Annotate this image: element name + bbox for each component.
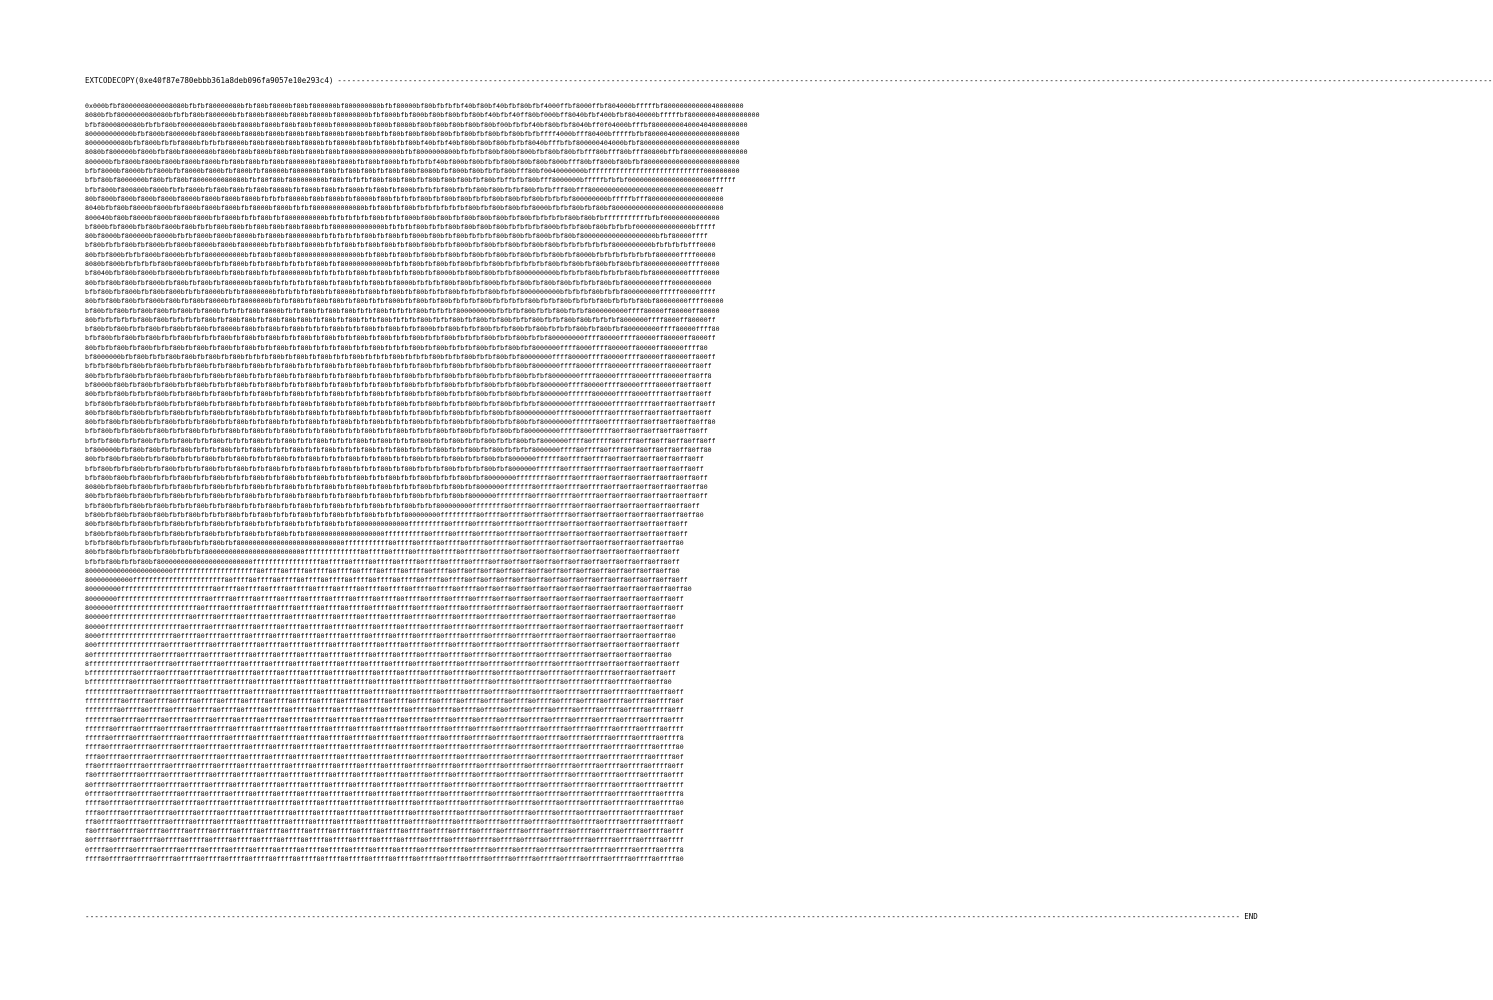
hex-line: ff80ffff80ffff80ffff80ffff80ffff80ffff80ffff80ffff80ffff80ffff80ffff80ffff80ffff80ffff80ffff80ffff80ffff80ffff80ffff80ffff80ffff80ffff80ffff80ffff80ff <box>85 817 684 826</box>
hex-line: 80bfbf80bfbf80bfbfbfbf80bfbfbfbf80bfbfbf80bfbfbfbf80bfbf80bfbfbfbf80bfbfbf80bfbfbfbf80bfbfbf80bfbfbfbf80bfbf8000000000ffff80000ffff80ffff80ff80ff80ff80ff80ff <box>85 408 712 417</box>
dump-footer <box>85 912 1258 922</box>
hex-line: 800ffffffffffffffff80ffff80ffff80ffff80ffff80ffff80ffff80ffff80ffff80ffff80ffff80ffff80ffff80ffff80ffff80ffff80ffff80ffff80ff80ff80ff80ff80ff80ff80ff <box>85 641 680 650</box>
hex-line: 0ffff80ffff80ffff80ffff80ffff80ffff80ffff80ffff80ffff80ffff80ffff80ffff80ffff80ffff80ffff80ffff80ffff80ffff80ffff80ffff80ffff80ffff80ffff80ffff80ffff8 <box>85 845 684 854</box>
hex-line: 80bf8000bf800000bf8000bfbfbf800bf800bf8000bfbf800bf8000000bfbfbfbfbfbf80bfbf80bfbf800bf80bfbf80bfbfbfbf80bf80bfbf800bfbf80bf8000000000000000000bfbf80000ffff <box>85 232 708 241</box>
hex-line: 8000ffffffffffffffffff80ffff80ffff80ffff80ffff80ffff80ffff80ffff80ffff80ffff80ffff80ffff80ffff80ffff80ffff80ffff80ffff80ff80ff80ff80ff80ff80ff80ff80 <box>85 631 676 640</box>
hex-line: f80ffff80ffff80ffff80ffff80ffff80ffff80ffff80ffff80ffff80ffff80ffff80ffff80ffff80ffff80ffff80ffff80ffff80ffff80ffff80ffff80ffff80ffff80ffff80ffff80fff <box>85 771 684 780</box>
hex-line: bf800bfbf800bfbf80bf800bf80bfbfbf80bf80bfbf80bf80bf80bf800bfbf8000000000000bfbfbfbf80bfbfbf80bf80bf80bf80bfbfbfbfbf800bfbfbf80bf80bfbfbfbf00000000000000bfffff <box>85 222 716 231</box>
hex-line: 80bfbfbf80bfbf80bfbfbf80bfbfbfbf80bfbfbf80bfbfbfbf80bfbf80bfbfbfbf80bfbfbf80bfbfbf80bfbfbfbf80bf8000000ffffffff80fff80ffff80ffff80ff80ff80ff80ff80ff80ff80ff <box>85 492 708 501</box>
hex-line: 80bfbf800bfbfbf800bf8000bfbfbf8000000000bfbf80bf800bf8000000000000000bfbf80bfbf80bfbf80bfbf80bfbf80bfbf80bfbf80bfbfbf80bfbf8000bfbfbfbfbfbfbfbf800000ffff00000 <box>85 250 716 259</box>
hex-line: 80000000ffffffffffffffffffffff80ffff80ffff80ffff80ffff80ffff80ffff80ffff80ffff80ffff80ffff80ffff80ffff80ff80ff80ff80ff80ff80ff80ff80ff80ff80ff80ff80ff <box>85 594 684 603</box>
hex-line: bf8000000bfbf80bfbfbf80bf80bfbf80bfbf80bfbfbfbf80bfbf80bfbf80bfbfbf80bfbfbfbf80bfbfbfbf80bfbfbf80bfbfbf80bfbf80000000ffff80000ffff80000ffff80000ff80000ff800ff <box>85 353 716 362</box>
hex-line: 0x000bfbf8000008000008080bfbfbf80000080bfbf80bf8000bf80bf800000bf800000080bfbf80000bf80bfbfbfbf40bf80bf40bfbf80bfbf4000ffbf8000ffbf804000bfffffbf80000000000040000000 <box>85 102 744 110</box>
end-marker: END <box>1244 912 1258 921</box>
hex-line: bf80bfbf80bfbf80bf80bfbf80bfbf800bfbfbfbf80bf8000bfbfbf80bfbf80bf80bfbfbf80bfbfbfbf80bfbfbfbf800000000bfbfbfbf80bfbfbf80bfbfbf8000000000ffff80000ff80000ff80000 <box>85 306 720 315</box>
hex-line: bffffffffff80ffff80ffff80ffff80ffff80ffff80ffff80ffff80ffff80ffff80ffff80ffff80ffff80ffff80ffff80ffff80ffff80ffff80ffff80ffff80ffff80ffff80ff80ff80 <box>85 678 672 687</box>
hex-line: 800000000000fffffffffffffffffffffff80ffff80ffff80ffff80ffff80ffff80ffff80ffff80ffff80ffff80ffff80ff80ff80ff80ff80ff80ff80ff80ff80ff80ff80ff80ff80ff80ff <box>85 576 688 585</box>
hex-line: bfbf80bfbfbf80bfbf80bfbfbfbf80bfbfbf80bfbfbfbf80bfbfbf80bfbfbf80bfbfbfbf80bfbfbf80bfbfbf800000000ffffffff80ffff80fff80ffff80ff80ff80ff80ff80ff80ff80ff80ff <box>85 501 700 510</box>
hex-line: bf8000bf80bfbf80bfbf80bfbfbf80bfbfbfbf80bfbfbf80bfbfbfbf80bfbfbf80bfbfbfbf80bfbf80bfbfbfbf80bfbfbfbf80bfbfbf80bfbf8000000ffff80000ffff80000ffff8000ff80ff80ff <box>85 380 712 389</box>
hex-line: bfbf80bfbf800bfbf80bf800bfbfbf8000bfbfbf8000000bfbfbfbfbf80bfbf8000bfbf80bfbf80bfbf80bfbfbf80bfbfbfbf80bfbfbf8000000000bfbfbfbf80bfbfbf800000000fffff00000ffff <box>85 287 716 296</box>
hex-line: 80bfbfbf80bfbfbfbf80bfbfbf80bfbfbf80bfbfbfbf80bfbfbf80bfbfbfbf80bfbfbfbf80bfbfbf80bfbfbf80bfbfbfbf80bfbfbf80bfbfbf8000000ffffff800000ffff8000ffff80ff80ff80ff <box>85 390 712 399</box>
hex-line: 80000fffffffffffffffffff80ffff80ffff80ffff80ffff80ffff80ffff80ffff80ffff80ffff80ffff80ffff80ffff80ffff80ffff80ffff80ff80ff80ff80ff80ff80ff80ff80ff80ff <box>85 622 684 631</box>
hex-line: 800000000000bfbf800bf800000bf800bf8000bf8080bf800bf800bf80bf8000bf800bf80bfbf80bf80bf80bf80bfbf80bfbf80bfbf80bfbfbffff4000bfff80400bfffffbfbf80000400000000000000000 <box>85 129 740 138</box>
hex-line: 800040bf80bf8000bf800bf800bf800bfbf800bfbfbf80bfbf8000000000bfbfbfbfbfbf80bfbfbf800bf80bf80bfbf80bf80bf80bfbf80bfbfbfbfbf80bf80bfbfffffffffffbfbf00000000000000 <box>85 213 720 222</box>
hex-line: f80ffff80ffff80ffff80ffff80ffff80ffff80ffff80ffff80ffff80ffff80ffff80ffff80ffff80ffff80ffff80ffff80ffff80ffff80ffff80ffff80ffff80ffff80ffff80ffff80fff <box>85 827 684 836</box>
hex-line: bfbf80bfbf80bfbfbf80bfbfbfbf80bfbfbf80bfbfbfbf80bfbfbf80bfbf80bfbfbf80bfbfbfbf80bfbfbf80bfbfbfbf80bfbfbf80bfbfbfbf80000000fffff80000ffff80ffff80ff80ff80ff80ff <box>85 399 716 408</box>
hex-line: bfffffffffff80ffff80ffff80ffff80ffff80ffff80ffff80ffff80ffff80ffff80ffff80ffff80ffff80ffff80ffff80ffff80ffff80ffff80ffff80ffff80ffff80ff80ff80ff80ff <box>85 669 676 678</box>
hex-dump <box>85 102 915 872</box>
extcodecopy-output <box>85 76 1493 926</box>
hex-line: 80bfbfbfbf80bfbfbf80bfbf80bfbfbf80bfbf80bfbfbfbf80bfbfbf80bfbfbfbf80bfbfbf80bfbf80bfbfbfbf80bfbfbf80bfbfbfbf80bfbfbf80000000ffff80000ffff8000ffff80000ff80ff8 <box>85 371 712 380</box>
hex-line: fffffffff80ffff80ffff80ffff80ffff80ffff80ffff80ffff80ffff80ffff80ffff80ffff80ffff80ffff80ffff80ffff80ffff80ffff80ffff80ffff80ffff80ffff80ffff80ffff80f <box>85 697 684 705</box>
header-rule: ----------------------------------------------------------------------------------------------------------------------------------------------------------------------------------------------------------------------------------------------------- <box>337 76 1493 85</box>
hex-line: fff80ffff80ffff80ffff80ffff80ffff80ffff80ffff80ffff80ffff80ffff80ffff80ffff80ffff80ffff80ffff80ffff80ffff80ffff80ffff80ffff80ffff80ffff80ffff80ffff80f <box>85 752 684 761</box>
footer-rule: ----------------------------------------------------------------------------------------------------------------------------------------------------------------------------------------------------------------------------------------------------- <box>85 912 1241 921</box>
hex-line: 80bfbf80bfbfbf80bfbf80bfbfbfbf8000000000000000000000000ffffffffffffff80ffff80ffff80ffff80ffff80ffff80ffff80ff80ff80ff80ff80ff80ff80ff80ff80ff80ff80ff <box>85 548 680 557</box>
hex-line: 8ffffffffffffff80ffff80ffff80ffff80ffff80ffff80ffff80ffff80ffff80ffff80ffff80ffff80ffff80ffff80ffff80ffff80ffff80ffff80ffff80ffff80ff80ff80ff80ff80ff <box>85 659 680 668</box>
hex-line: bfbfbf80bfbfbf80bf800000000000000000000000fffffffffffffffff80ffff80ffff80ffff80ffff80ffff80ffff80ffff80ff80ff80ff80ff80ff80ff80ff80ff80ff80ff80ff80ff <box>85 557 680 566</box>
hex-line: bfbf80bf80bfbf80bfbfbfbf80bfbfbf80bfbfbfbf80bfbfbf80bfbfbf80bfbfbfbf80bfbfbf80bfbfbf80bfbfbfbf80bfbf80000000ffffffff80ffff80ffff80ff80ff80ff80ff80ff80ff80ff <box>85 473 708 482</box>
hex-line: bfbf80bfbfbf80bfbf80bfbfbf80bfbfbfbf80bfbf80bfbfbf80bfbfbfbf80bfbfbfbf80bfbfbf80bfbfbfbf80bfbf80bfbfbfbf80bfbf800000000fffff800fffff80ff80ff80ff80ff80ff80ff <box>85 427 708 436</box>
hex-line: 8080bfbf80bfbf80bfbfbfbf80bfbfbf80bfbfbfbf80bfbfbf80bfbfbfbf80bfbfbf80bfbf80bfbfbfbf80bfbfbf80bfbf8000000fffffff80ffff80ffff80ffff80ff80ff80ff80ff80ff80ff80 <box>85 483 708 492</box>
hex-line: 800000ffffffffffffffffffff80ffff80ffff80ffff80ffff80ffff80ffff80ffff80ffff80ffff80ffff80ffff80ffff80ffff80ffff80ff80ff80ff80ff80ff80ff80ff80ff80ff80 <box>85 613 676 622</box>
hex-line: bfbf80bf8000000bf80bfbf80bf8000000080080bfbf80f80bf800000000bf80bfbfbfbf80bf80bf80bfbf80bf80bf80bfbf80bfbffbfbf80bfff8000000bfffffbfbfbf000000000000000000000ffffff <box>85 176 736 185</box>
hex-line: 80ffff80ffff80ffff80ffff80ffff80ffff80ffff80ffff80ffff80ffff80ffff80ffff80ffff80ffff80ffff80ffff80ffff80ffff80ffff80ffff80ffff80ffff80ffff80ffff80ffff <box>85 836 684 845</box>
hex-line: 8040bfbf80bf8000bf800bfbf800bf800bf800bfbf8000bf800bfbfbf8000000000080bfbf80bfbf80bfbfbfbfbfbfbf80bfbf80bf80bfbf8000bfbfbf80bfbf80bf8000000000000000000000000000 <box>85 204 724 213</box>
hex-line: ffffff80ffff80ffff80ffff80ffff80ffff80ffff80ffff80ffff80ffff80ffff80ffff80ffff80ffff80ffff80ffff80ffff80ffff80ffff80ffff80ffff80ffff80ffff80ffff80ffff <box>85 724 684 733</box>
hex-line: 80fffffffffffffff80ffff80ffff80ffff80ffff80ffff80ffff80ffff80ffff80ffff80ffff80ffff80ffff80ffff80ffff80ffff80ffff80ffff80ffff80ff80ff80ff80ff80ff80 <box>85 650 672 659</box>
hex-line: bfbf80bfbf80bfbf80bfbfbf80bfbfbfbf80bfbf80bfbf80bfbfbf80bfbf80bfbfbf80bfbf80bfbfbf80bfbfbf80bfbfbfbf80bfbfbf80bfbfbf800000000ffff80000ffff80000ff80000ff8000ff <box>85 334 716 343</box>
hex-line: ffffffffff80ffff80ffff80ffff80ffff80ffff80ffff80ffff80ffff80ffff80ffff80ffff80ffff80ffff80ffff80ffff80ffff80ffff80ffff80ffff80ffff80ffff80ffff80ff80ff <box>85 687 684 696</box>
hex-line: 80ffff80ffff80ffff80ffff80ffff80ffff80ffff80ffff80ffff80ffff80ffff80ffff80ffff80ffff80ffff80ffff80ffff80ffff80ffff80ffff80ffff80ffff80ffff80ffff80ffff <box>85 780 684 789</box>
hex-line: bf800000bfbf80bf80bfbfbf80bfbfbfbf80bfbfbf80bfbfbfbf80bfbfbf80bfbfbfbf80bfbfbf80bfbfbfbf80bfbfbf80bfbf80bfbfbfbf8000000ffff80ffff80ffff80ff80ff80ff80ff80ff80 <box>85 445 712 454</box>
hex-line: 8080bfbf8000000080080bfbfbf80bf800000bfbf800bf8000bf800bf8000bf80000800bfbf800bfbf800bf80bf80bfbf80bf40bfbf40ff80bf000bff8040bfbf400bfbf8040000bfffffbf800000040000000000 <box>85 111 760 120</box>
hex-line: ff80ffff80ffff80ffff80ffff80ffff80ffff80ffff80ffff80ffff80ffff80ffff80ffff80ffff80ffff80ffff80ffff80ffff80ffff80ffff80ffff80ffff80ffff80ffff80ffff80ff <box>85 762 684 771</box>
hex-line: 8080bf800000bf800bfbf80bf8000080bf800bf80bf800bf80bf80bf800bf80bf80008000000000bfbf8000000800bfbfbfbf80bf80bf800bfbf80bf80bfbfff80bfff80bfff80800bffbf8000000000000000 <box>85 148 748 157</box>
hex-line: ffff80ffff80ffff80ffff80ffff80ffff80ffff80ffff80ffff80ffff80ffff80ffff80ffff80ffff80ffff80ffff80ffff80ffff80ffff80ffff80ffff80ffff80ffff80ffff80ffff80 <box>85 855 684 864</box>
hex-line: bfbfbf80bfbfbf80bfbfbfbf80bfbfbf80bfbfbfbf80bfbfbf80bfbfbf80bfbfbfbf80bfbf80bfbfbfbf80bfbfbf80bfbfbf80bfbfbf80bfbf8000000ffff80fffff80ffff80ff80ff80ff80ff80ff <box>85 436 716 445</box>
hex-line: bfbf80bfbfbf80bfbfbf80bfbfbfbf80bfbfbf80bfbfbf80bfbfbfbf80bfbfbf80bfbfbfbf80bfbf80bfbfbfbf80bfbfbfbf80bfbf8000000ffffff80ffff80ffff80ff80ff80ff80ff80ff80ff <box>85 464 704 473</box>
hex-line: bfbf8000800080bfbfbf80bf00000800bf800bf8080bf800bf80bf80bf000bf00000800bf800bf8080bf80bf80bf80bf80bf80bf00bfbfbf40bf80bfbf8040bff0f04000bfffbf800000004000404000000000 <box>85 120 748 129</box>
hex-line: ffff80ffff80ffff80ffff80ffff80ffff80ffff80ffff80ffff80ffff80ffff80ffff80ffff80ffff80ffff80ffff80ffff80ffff80ffff80ffff80ffff80ffff80ffff80ffff80ffff80 <box>85 799 684 808</box>
hex-line: 80bfbf80bfbf80bfbfbf80bfbfbfbf80bfbfbf80bfbfbf80bfbfbfbf80bfbfbf80bfbfbf80bfbfbfbf80bfbfbfbf80bfbfbf80bfbfbf80bfbf80000000ffffff800fffff80ff80ff80ff80ff80ff80 <box>85 418 716 427</box>
hex-line: bf80bfbf80bfbfbf80bfbf80bfbf80bfbf8000bf80bfbf80bfbf80bfbfbfbf80bfbfbf80bfbf80bfbfbf800bfbf80bfbfbf80bfbfbf80bfbf80bfbfbfbf80bfbf80bfbf800000000ffff80000ffff80 <box>85 325 720 334</box>
hex-line: 80bf800bf800bf800bf800bf8000bf800bf800bf800bfbfbfbf8000bf80bf800bfbf8000bf80bfbfbfbf80bfbf80bf80bfbfbf80bf80bfbf80bfbfbfbf800000000bfffffbfff8000000000000000000 <box>85 194 724 203</box>
hex-line: 80000000080bfbf800bfbfbf8080bfbfbfbf8000bf80bf800bf80bf8080bfbf8000bf80bfbf80bfbf80bf40bfbf40bf80bf80bf80bfbfbf8040bfffbfbf800000404000bfbf8000000000000000000000000 <box>85 139 740 148</box>
hex-line: bf80bfbfbf80bfbf800bfbf800bf8000bf800bf800000bfbfbf80bf8000bfbfbf80bfbf80bf80bfbf80bf80bfbfbf800bfbf80bfbf80bfbf80bf80bfbfbfbfbfbfbf8000000000bfbfbfbfbfff0000 <box>85 241 716 250</box>
hex-line: 8080bf800bfbfbfbfbf80bf800bf800bfbfbf800bfbfbf80bfbfbfbfbf80bfbf800000000000bfbfbf80bfbf80bfbf80bfbfbf80bfbfbfbfbfbf80bfbf80bfbf80bfbf80bfbf80000000000ffff0000 <box>85 260 720 269</box>
hex-line: bf80bfbf80bfbf80bfbfbf80bfbfbf80bfbfbfbf80bfbfbf80bfbfbf8000000000000000000ffffffffff80ffff80ffff80ffff80ffff80ff80ffff80ff80ff80ff80ff80ff80ff80ff80ff <box>85 529 688 538</box>
hex-line: 80bfbf80bf80bfbf800bf80bfbf80bf8000bfbf8000000bfbfbf80bfbf80bf80bfbf80bfbfbf800bfbf80bfbf80bfbfbfbf80bfbfbfbfbf80bfbfbf80bfbfbfbf80bfbfbfbf80bf80000000ffff00000 <box>85 297 724 306</box>
hex-line: 0ffff80ffff80ffff80ffff80ffff80ffff80ffff80ffff80ffff80ffff80ffff80ffff80ffff80ffff80ffff80ffff80ffff80ffff80ffff80ffff80ffff80ffff80ffff80ffff80ffff8 <box>85 789 684 798</box>
hex-line: fff80ffff80ffff80ffff80ffff80ffff80ffff80ffff80ffff80ffff80ffff80ffff80ffff80ffff80ffff80ffff80ffff80ffff80ffff80ffff80ffff80ffff80ffff80ffff80ffff80f <box>85 808 684 817</box>
hex-line: bfbf800bf800800bf800bfbfbf800bfbf80bf80bfbf80bf8080bfbf800bf80bfbf800bfbf80bfbf800bfbfbfbf80bfbfbf80bf80bfbfbf80bfbfbfff80bfff80000000000000000000000000000000ff <box>85 185 724 194</box>
dump-header <box>85 76 1493 86</box>
hex-line: 800000bfbf800bf800bf800bf800bf800bfbf80bf80bfbf80bf800000bf800bf800bfbf80bf800bfbfbfbfbf40bf800bf80bfbfbf80bf80bf80bf800bfff80bff800bf80bfbf800000000000000000000000 <box>85 157 740 166</box>
dump-title: EXTCODECOPY(0xe40f87e780ebbb361a8deb096fa9057e10e293c4) <box>85 76 334 85</box>
hex-line: 80bfbf80bfbfbf80bfbfbf80bfbfbfbf80bfbfbf80bfbfbfbf80bfbfbfbf80bfbfbf8000000000000fffffffff80ffff80ffff80ffff80fff80ffff80ff80ff80ff80ff80ff80ff80ff80ff <box>85 520 688 529</box>
hex-line: 80bfbfbf80bfbf80bfbfbf80bfbf80bfbf80bfbf80bfbfbf80bfbf80bfbfbfbf80bfbfbf80bfbfbfbf80bfbf80bfbfbfbf80bfbfbf80bfbf8000000ffff8000ffff80000ff80000ff80000ffff80 <box>85 343 708 352</box>
hex-line: bfbf8000bf8000bfbf800bfbf8000bf800bfbf800bfbf80000bf800000bf80bfbf80bf80bfbf80bf80bf8080bfbf800bf80bfbfbf80bfff80bf0040000000bfffffffffffffffffffffffffffff000000000 <box>85 167 740 176</box>
hex-line: fffffff80ffff80ffff80ffff80ffff80ffff80ffff80ffff80ffff80ffff80ffff80ffff80ffff80ffff80ffff80ffff80ffff80ffff80ffff80ffff80ffff80ffff80ffff80ffff80fff <box>85 715 684 724</box>
hex-line: bfbfbf80bfbf80bfbf80bfbfbfbf80bfbfbf80bfbf80bfbfbf80bfbfbfbf80bfbfbf80bfbf80bfbfbfbf80bfbfbf80bfbfbf80bfbfbf80bf8000000ffff8000ffff80000ffff8000ff80000ff80ff <box>85 362 712 371</box>
hex-line: fffff80ffff80ffff80ffff80ffff80ffff80ffff80ffff80ffff80ffff80ffff80ffff80ffff80ffff80ffff80ffff80ffff80ffff80ffff80ffff80ffff80ffff80ffff80ffff80ffff8 <box>85 734 684 743</box>
hex-line: bfbfbf80bfbfbf80bfbfbfbf80bfbfbf80bfbf800000000000000000000000000fffffffffff80ffff80ffff80ffff80ffff80ffff80ff80ffff80ff80ff80ff80ff80ff80ff80ff80ff80 <box>85 538 684 547</box>
hex-line: 80bfbf80bfbf80bfbfbf80bfbfbfbf80bfbfbf80bfbfbfbf80bfbfbf80bfbfbfbf80bfbfbf80bfbfbf80bfbfbfbf80bfbfbf80bfbf8000000ffffff80ffff80ffff80ff80ff80ff80ff80ff80ff <box>85 455 704 464</box>
hex-line: ffffffff80ffff80ffff80ffff80ffff80ffff80ffff80ffff80ffff80ffff80ffff80ffff80ffff80ffff80ffff80ffff80ffff80ffff80ffff80ffff80ffff80ffff80ffff80ffff80ff <box>85 706 684 715</box>
hex-line: 8000000000000000000000fffffffffffffffffffff80ffff80ffff80ffff80ffff80ffff80ffff80ffff80ffff80ff80ff80ff80ff80ff80ff80ff80ff80ff80ff80ff80ff80ff80ff80 <box>85 566 680 575</box>
hex-line: bf8040bfbf80bf800bfbf800bfbfbf800bfbf80bf80bfbfbf8000000bfbfbfbfbfbf80bfbf80bfbfbf80bfbf8000bfbf80bf80bfbfbf8000000000bfbfbfbf80bfbfbfbf80bfbf800000000ffff0000 <box>85 269 720 278</box>
hex-line: bf80bfbf80bfbf80bf80bfbfbf80bfbfbfbf80bfbfbf80bfbfbfbf80bfbfbf80bfbfbf80bfbfbfbf800000000fffffffff80ffff80ffff80fff80ffff80ff80ff80ff80ff80ff80ff80ff80ff80 <box>85 511 704 520</box>
hex-line: 800000000fffffffffffffffffffffff80ffff80ffff80ffff80ffff80ffff80ffff80ffff80ffff80ffff80ffff80ffff80ff80ff80ff80ff80ff80ff80ff80ff80ff80ff80ff80ff80ff80 <box>85 585 692 594</box>
hex-line: 80bfbfbfbfbfbf80bf80bfbfbfbfbf80bfbf80bf80bfbf80bf80bf80bfbf80bfbf80bfbfbf80bfbfbfbf80bfbfbf80bfbf80bfbf80bfbfbf80bfbfbf80bf80bfbfbfbf8000000ffff8000ff80000ff <box>85 315 716 324</box>
hex-line: 80bfbf80bf80bfbf800bfbf80bfbf80bfbf800000bf800bfbfbfbfbfbf80bfbf80bfbfbf80bfbf8000bfbfbfbf80bf80bfbf800bfbfbf80bfbf80bf80bfbfbfbf80bfbf800000000fff0000000000 <box>85 278 712 287</box>
hex-line: ffff80ffff80ffff80ffff80ffff80ffff80ffff80ffff80ffff80ffff80ffff80ffff80ffff80ffff80ffff80ffff80ffff80ffff80ffff80ffff80ffff80ffff80ffff80ffff80ffff80 <box>85 743 684 752</box>
hex-line: 8000000fffffffffffffffffffff80ffff80ffff80ffff80ffff80ffff80ffff80ffff80ffff80ffff80ffff80ffff80ffff80ffff80ff80ff80ff80ff80ff80ff80ff80ff80ff80ff80ff <box>85 604 684 613</box>
